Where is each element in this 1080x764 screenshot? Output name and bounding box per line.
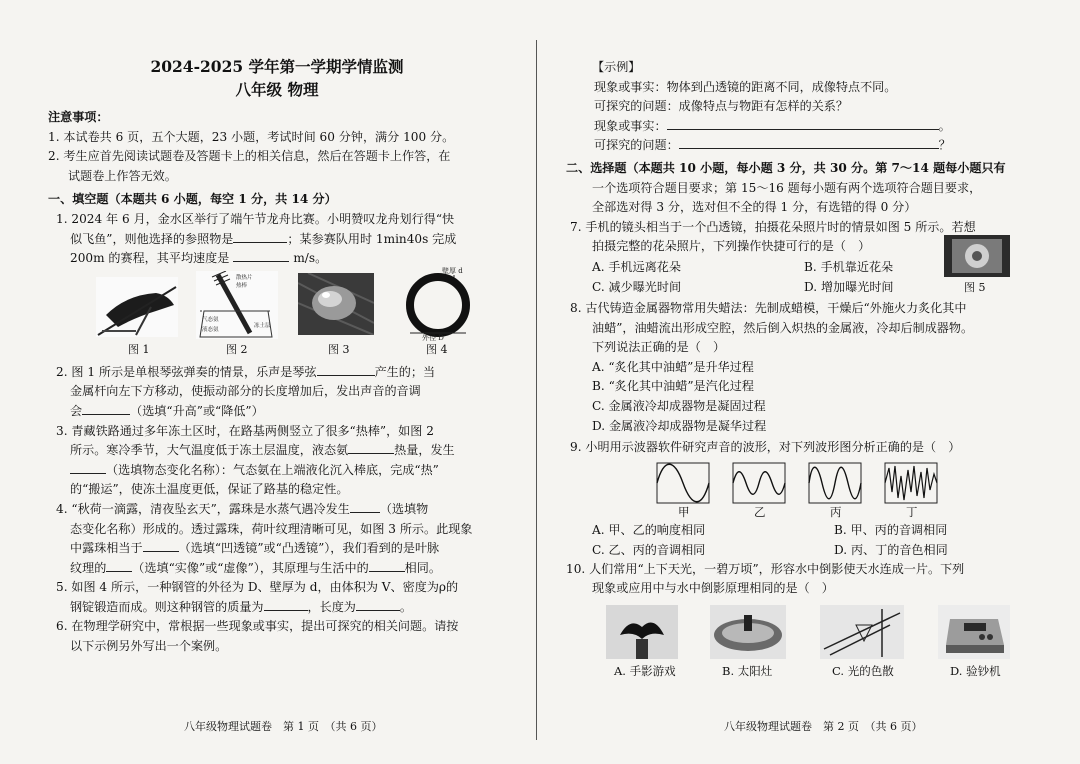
q9-option-c[interactable]: C. 乙、丙的音调相同 <box>592 542 706 557</box>
notice-1: 1. 本试卷共 6 页，五个大题，23 小题，考试时间 60 分钟，满分 100 分。 <box>48 129 455 144</box>
q4-line2: 态变化名称）形成的。透过露珠，荷叶纹理清晰可见，如图 3 所示。此现象 <box>70 521 473 536</box>
q7-option-d[interactable]: D. 增加曝光时间 <box>804 279 894 294</box>
q3-line1: 3. 青藏铁路通过多年冻土区时，在路基两侧竖立了很多“热棒”，如图 2 <box>56 423 434 438</box>
q8-option-c[interactable]: C. 金属液冷却成器物是凝固过程 <box>592 398 766 413</box>
q8-option-b[interactable]: B. “炙化其中油蜡”是汽化过程 <box>592 379 754 394</box>
q1-line2: 似飞鱼”，则他选择的参照物是 ；某参赛队用时 1min40s 完成 <box>70 231 457 246</box>
figure-2-caption: 图 2 <box>226 342 248 356</box>
hand-shadow-image <box>606 605 678 659</box>
svg-text:液态氨: 液态氨 <box>202 326 219 333</box>
solar-cooker-image <box>710 605 786 659</box>
q4-blank-3[interactable] <box>106 571 132 572</box>
q6-line1: 6. 在物理学研究中，常根据一些现象或事实，提出可探究的相关问题。请按 <box>56 619 459 634</box>
q4-line4: 纹理的 （选填“实像”或“虚像”），其原理与生活中的 相同。 <box>70 560 441 575</box>
svg-text:热棒: 热棒 <box>236 282 248 289</box>
q8-line3: 下列说法正确的是（ ） <box>592 340 726 355</box>
page-1-footer: 八年级物理试题卷 第 1 页 （共 6 页） <box>184 720 383 733</box>
question-input[interactable] <box>679 148 939 149</box>
answer-phenomenon: 现象或事实： 。 <box>594 118 951 133</box>
notice-2: 2. 考生应首先阅读试题卷及答题卡上的相关信息，然后在答题卡上作答，在 <box>48 149 451 164</box>
q1-line1: 1. 2024 年 6 月，金水区举行了端午节龙舟比赛。小明赞叹龙舟划行得“快 <box>56 211 455 226</box>
figure-5-phone-photo <box>944 235 1010 277</box>
q7-option-c[interactable]: C. 减少曝光时间 <box>592 279 682 294</box>
q4-line1: 4. “秋荷一滴露，清夜坠玄天”，露珠是水蒸气遇冷发生 （选填物 <box>56 501 429 516</box>
answer-question: 可探究的问题： ？ <box>594 138 951 153</box>
q9-option-a[interactable]: A. 甲、乙的响度相同 <box>592 522 706 537</box>
waveform-jia <box>656 462 710 504</box>
figure-1-violin-string <box>96 277 178 337</box>
q3-line2: 所示。寒冷季节，大气温度低于冻土层温度，液态氨 热量，发生 <box>70 443 455 458</box>
waveform-yi <box>732 462 786 504</box>
q5-blank-1[interactable] <box>264 610 308 611</box>
section-2-line3: 全部选对得 3 分，选对但不全的得 1 分，有选错的得 0 分） <box>592 200 917 215</box>
q10-option-a[interactable]: A. 手影游戏 <box>614 663 676 678</box>
figure-1-caption: 图 1 <box>128 342 150 356</box>
q6-line2: 以下示例另外写出一个案例。 <box>70 639 228 654</box>
svg-text:冻土层: 冻土层 <box>254 322 271 329</box>
figure-2-heat-pipe <box>196 271 278 339</box>
q1-blank-2[interactable] <box>233 261 289 262</box>
q9-stem: 9. 小明用示波器软件研究声音的波形，对下列波形图分析正确的是（ ） <box>570 440 961 455</box>
notice-heading: 注意事项： <box>48 110 109 124</box>
example-line-2: 可探究的问题：成像特点与物距有怎样的关系？ <box>594 99 848 114</box>
q4-blank-2[interactable] <box>143 551 179 552</box>
page-2-footer: 八年级物理试题卷 第 2 页 （共 6 页） <box>724 720 923 733</box>
waveform-label-jia: 甲 <box>678 504 690 519</box>
q3-line4: 的“搬运”，使冻土温度更低，保证了路基的稳定性。 <box>70 482 349 497</box>
waveform-bing <box>808 462 862 504</box>
q7-line2: 拍摄完整的花朵照片，下列操作快捷可行的是（ ） <box>592 239 871 254</box>
waveform-ding <box>884 462 938 504</box>
q8-option-a[interactable]: A. “炙化其中油蜡”是升华过程 <box>592 359 754 374</box>
figure-row-1-4 <box>48 266 526 359</box>
q9-option-b[interactable]: B. 甲、丙的音调相同 <box>834 522 948 537</box>
page-2 <box>540 0 1080 764</box>
svg-text:气态氨: 气态氨 <box>202 316 219 323</box>
svg-text:壁厚 d: 壁厚 d <box>442 266 463 275</box>
section-1-heading: 一、填空题（本题共 6 小题，每空 1 分，共 14 分） <box>48 192 337 207</box>
q10-option-c[interactable]: C. 光的色散 <box>832 663 894 678</box>
svg-text:外径 D: 外径 D <box>422 333 444 341</box>
q8-line1: 8. 古代铸造金属器物常用失蜡法：先制成蜡模，干燥后“外施火力炙化其中 <box>570 300 967 315</box>
q2-line1: 2. 图 1 所示是单根琴弦弹奏的情景，乐声是琴弦 产生的；当 <box>56 364 436 379</box>
example-line-1: 现象或事实：物体到凸透镜的距离不同，成像特点不同。 <box>594 79 897 94</box>
section-2-heading: 二、选择题（本题共 10 小题，每小题 3 分，共 30 分。第 7～14 题每小题只有 <box>566 160 1006 175</box>
q5-line1: 5. 如图 4 所示，一种钢管的外径为 D、壁厚为 d，由体积为 V、密度为ρ的 <box>56 580 459 595</box>
q4-blank-1[interactable] <box>350 512 380 513</box>
figure-5-caption: 图 5 <box>964 280 986 294</box>
waveform-label-bing: 丙 <box>830 504 842 519</box>
q1-blank-1[interactable] <box>233 242 287 243</box>
example-label: 【示例】 <box>592 60 641 74</box>
q3-blank-1[interactable] <box>348 453 394 454</box>
q7-line1: 7. 手机的镜头相当于一个凸透镜，拍摄花朵照片时的情景如图 5 所示。若想 <box>570 219 976 234</box>
q8-option-d[interactable]: D. 金属液冷却成器物是凝华过程 <box>592 418 767 433</box>
phenomenon-input[interactable] <box>667 129 939 130</box>
q3-line3: （选填物态变化名称）：气态氨在上端液化沉入棒底，完成“热” <box>48 461 526 481</box>
section-2-line2: 一个选项符合题目要求；第 15～16 题每小题有两个选项符合题目要求， <box>592 180 982 195</box>
q9-option-d[interactable]: D. 丙、丁的音色相同 <box>834 542 948 557</box>
exam-subtitle: 八年级 物理 <box>235 80 319 99</box>
q10-option-b[interactable]: B. 太阳灶 <box>722 663 773 678</box>
figure-3-caption: 图 3 <box>328 342 350 356</box>
q2-line2: 金属杆向左下方移动，使振动部分的长度增加后，发出声音的音调 <box>70 384 421 399</box>
prism-dispersion-image <box>820 605 904 659</box>
figure-4-steel-tube <box>402 265 482 341</box>
waveform-label-yi: 乙 <box>754 504 766 519</box>
q5-blank-2[interactable] <box>356 610 400 611</box>
q2-blank-1[interactable] <box>317 375 375 376</box>
q10-line1: 10. 人们常用“上下天光，一碧万顷”，形容水中倒影使天水连成一片。下列 <box>566 561 965 576</box>
exam-title: 2024-2025 学年第一学期学情监测 <box>150 57 404 76</box>
q7-option-b[interactable]: B. 手机靠近花朵 <box>804 259 894 274</box>
figure-3-dewdrop <box>298 273 374 335</box>
q1-line3: 200m 的赛程，其平均速度是 m/s。 <box>70 251 328 266</box>
q2-line3: 会 （选填“升高”或“降低”） <box>70 403 264 418</box>
q3-blank-2[interactable] <box>70 473 106 474</box>
q5-line2: 钢锭锻造而成。则这种钢管的质量为 ，长度为 。 <box>70 599 413 614</box>
notice-2-cont: 试题卷上作答无效。 <box>68 168 177 183</box>
svg-text:散热片: 散热片 <box>236 274 253 281</box>
q2-blank-2[interactable] <box>82 414 130 415</box>
q7-option-a[interactable]: A. 手机远离花朵 <box>592 259 681 274</box>
q4-line3: 中露珠相当于 （选填“凹透镜”或“凸透镜”），我们看到的是叶脉 <box>70 541 440 556</box>
q8-line2: 油蜡”，油蜡流出形成空腔，然后倒入炽热的金属液，冷却后制成器物。 <box>592 320 974 335</box>
q10-figures <box>562 599 1064 681</box>
q10-line2: 现象或应用中与水中倒影原理相同的是（ ） <box>592 581 834 596</box>
waveform-figures <box>562 458 1064 520</box>
q7-options <box>562 257 1064 297</box>
waveform-label-ding: 丁 <box>906 504 918 519</box>
figure-4-caption: 图 4 <box>426 342 448 356</box>
q10-option-d[interactable]: D. 验钞机 <box>950 663 1001 678</box>
q4-blank-4[interactable] <box>369 571 405 572</box>
money-detector-image <box>938 605 1010 659</box>
